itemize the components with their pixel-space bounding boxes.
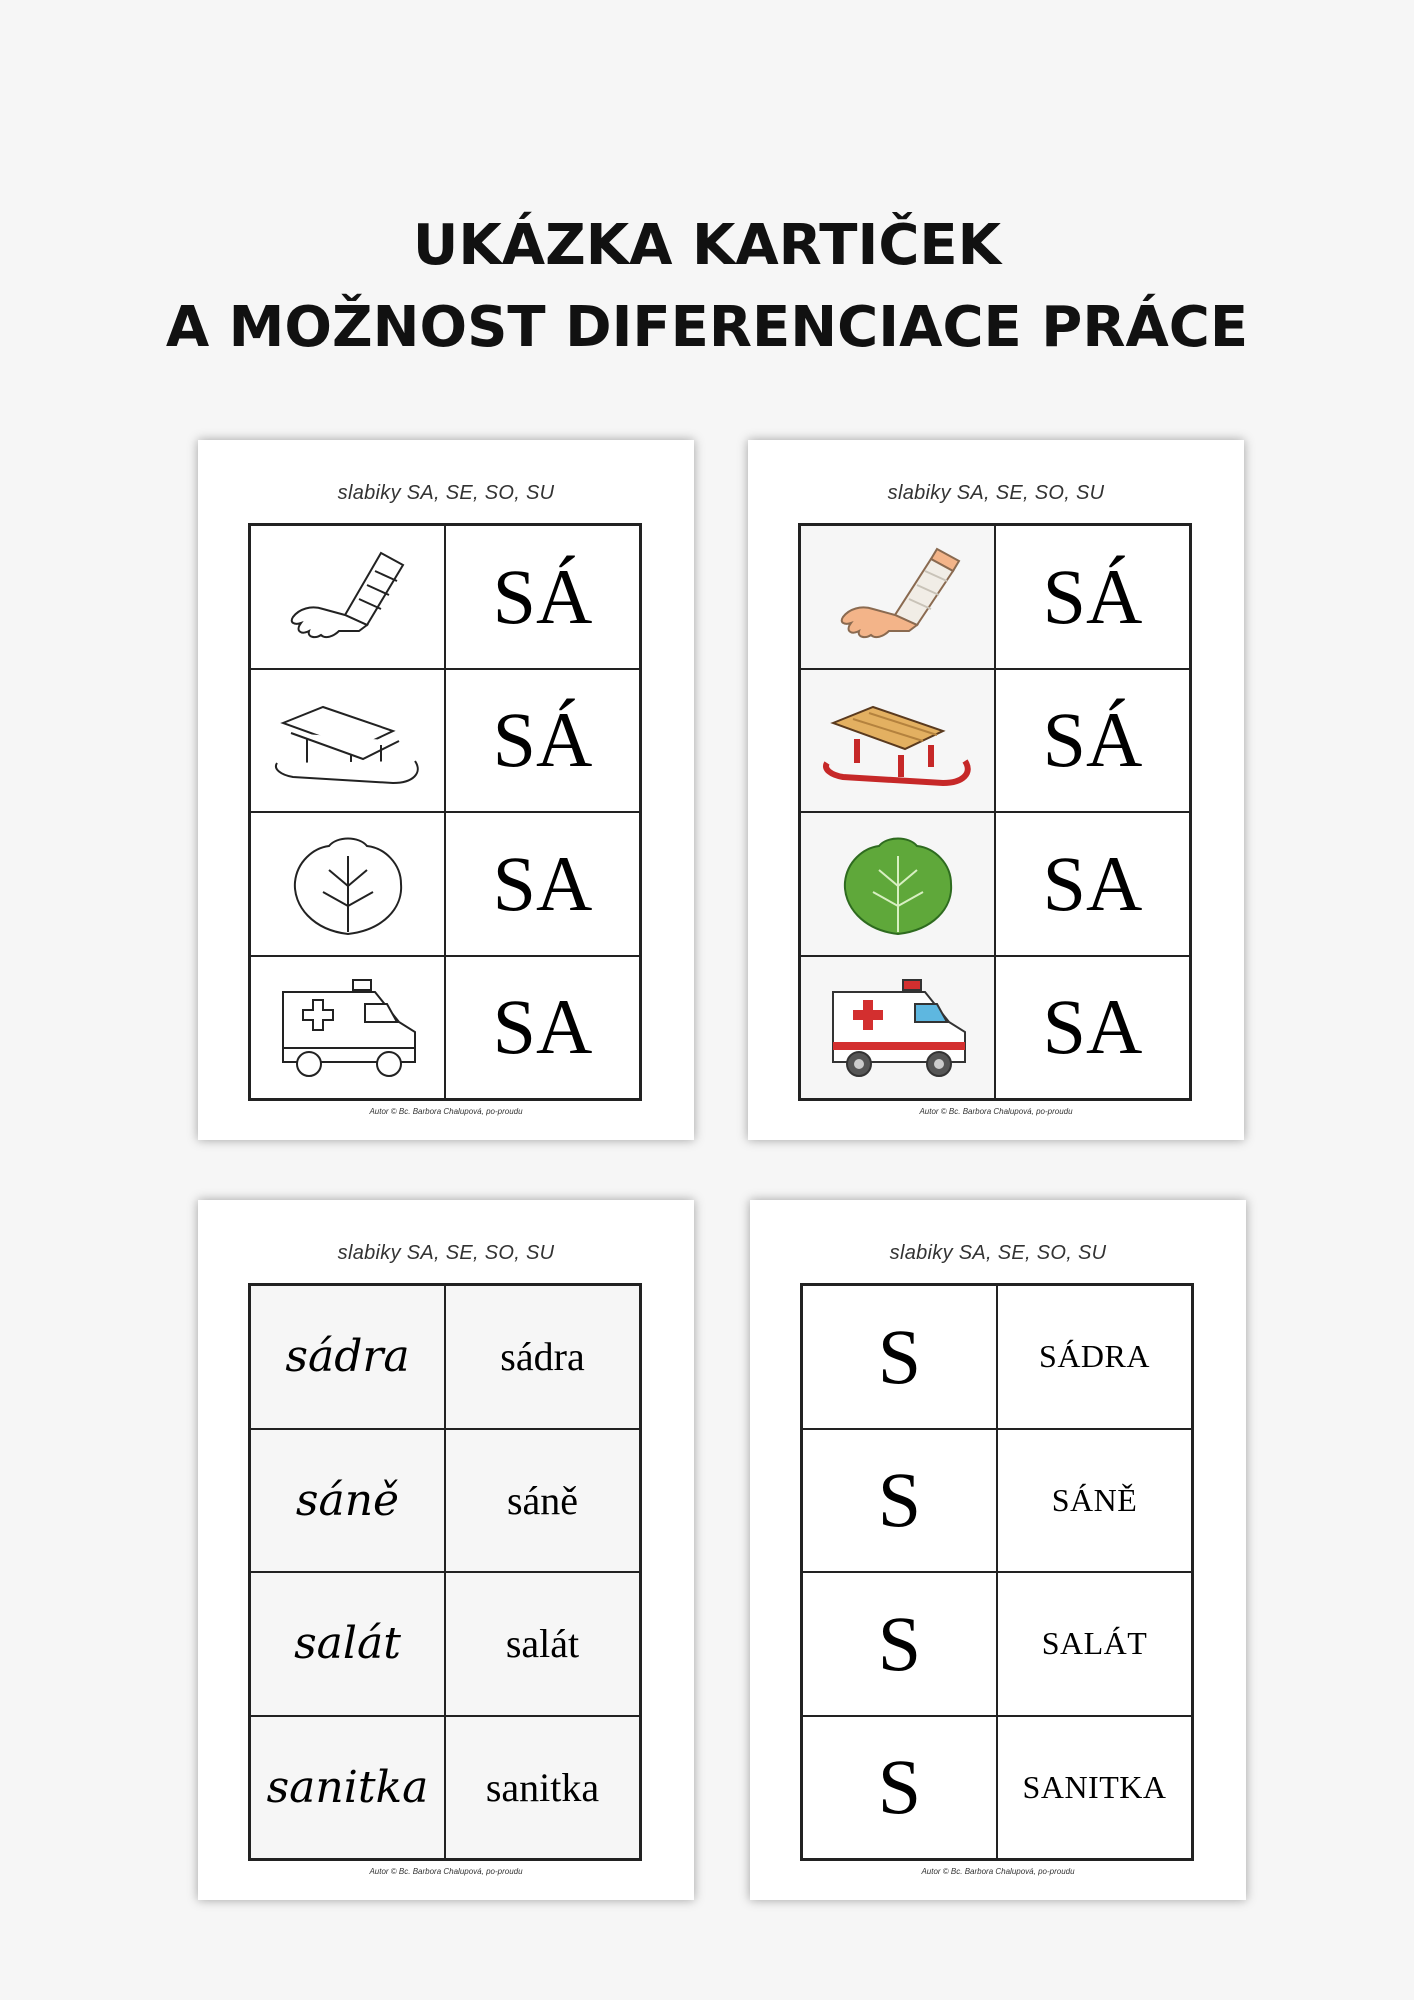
ambulance-icon: [813, 970, 983, 1085]
sled-icon: [263, 683, 433, 798]
picture-card: [250, 956, 445, 1100]
picture-card: [250, 812, 445, 956]
lettuce-icon: [813, 826, 983, 941]
cast-arm-icon: [813, 539, 983, 654]
syllable-card: SA: [445, 812, 640, 956]
picture-card: [800, 812, 995, 956]
card-grid: [248, 1283, 642, 1861]
script-word-card: salát: [250, 1572, 445, 1716]
page-title: [0, 205, 1414, 369]
sheet-header: slabiky SA, SE, SO, SU: [337, 482, 555, 504]
card-grid: [248, 523, 642, 1101]
picture-card: [800, 525, 995, 669]
word-card: sanitka: [445, 1716, 640, 1860]
card-sheet-color: [748, 440, 1244, 1140]
syllable-card: SA: [445, 956, 640, 1100]
title-line-2: A MOŽNOST DIFERENCIACE PRÁCE: [165, 295, 1249, 360]
letter-card: S: [802, 1572, 997, 1716]
capital-word-card: SÁNĚ: [997, 1429, 1192, 1573]
letter-card: S: [802, 1285, 997, 1429]
capital-word-card: SANITKA: [997, 1716, 1192, 1860]
syllable-card: SÁ: [445, 669, 640, 813]
sheet-footer: Autor © Bc. Barbora Chalupová, po-proudu: [369, 1107, 523, 1116]
card-sheet-outline: [198, 440, 694, 1140]
sheet-header: slabiky SA, SE, SO, SU: [887, 482, 1105, 504]
script-word-card: sádra: [250, 1285, 445, 1429]
syllable-card: SA: [995, 812, 1190, 956]
sheet-footer: Autor © Bc. Barbora Chalupová, po-proudu: [921, 1867, 1075, 1876]
letter-card: S: [802, 1429, 997, 1573]
script-word-card: sanitka: [250, 1716, 445, 1860]
sheet-footer: Autor © Bc. Barbora Chalupová, po-proudu: [919, 1107, 1073, 1116]
picture-card: [800, 956, 995, 1100]
picture-card: [250, 525, 445, 669]
card-sheet-capitals: [750, 1200, 1246, 1900]
sheet-header: slabiky SA, SE, SO, SU: [337, 1242, 555, 1264]
lettuce-icon: [263, 826, 433, 941]
script-word-card: sáně: [250, 1429, 445, 1573]
sheet-footer: Autor © Bc. Barbora Chalupová, po-proudu: [369, 1867, 523, 1876]
picture-card: [800, 669, 995, 813]
sheet-header: slabiky SA, SE, SO, SU: [889, 1242, 1107, 1264]
syllable-card: SÁ: [995, 525, 1190, 669]
cast-arm-icon: [263, 539, 433, 654]
word-card: salát: [445, 1572, 640, 1716]
sled-icon: [813, 683, 983, 798]
syllable-card: SÁ: [995, 669, 1190, 813]
syllable-card: SÁ: [445, 525, 640, 669]
word-card: sáně: [445, 1429, 640, 1573]
card-sheet-words: [198, 1200, 694, 1900]
ambulance-icon: [263, 970, 433, 1085]
capital-word-card: SÁDRA: [997, 1285, 1192, 1429]
letter-card: S: [802, 1716, 997, 1860]
syllable-card: SA: [995, 956, 1190, 1100]
word-card: sádra: [445, 1285, 640, 1429]
card-grid: [800, 1283, 1194, 1861]
title-line-1: UKÁZKA KARTIČEK: [412, 213, 1002, 278]
capital-word-card: SALÁT: [997, 1572, 1192, 1716]
picture-card: [250, 669, 445, 813]
card-grid: [798, 523, 1192, 1101]
